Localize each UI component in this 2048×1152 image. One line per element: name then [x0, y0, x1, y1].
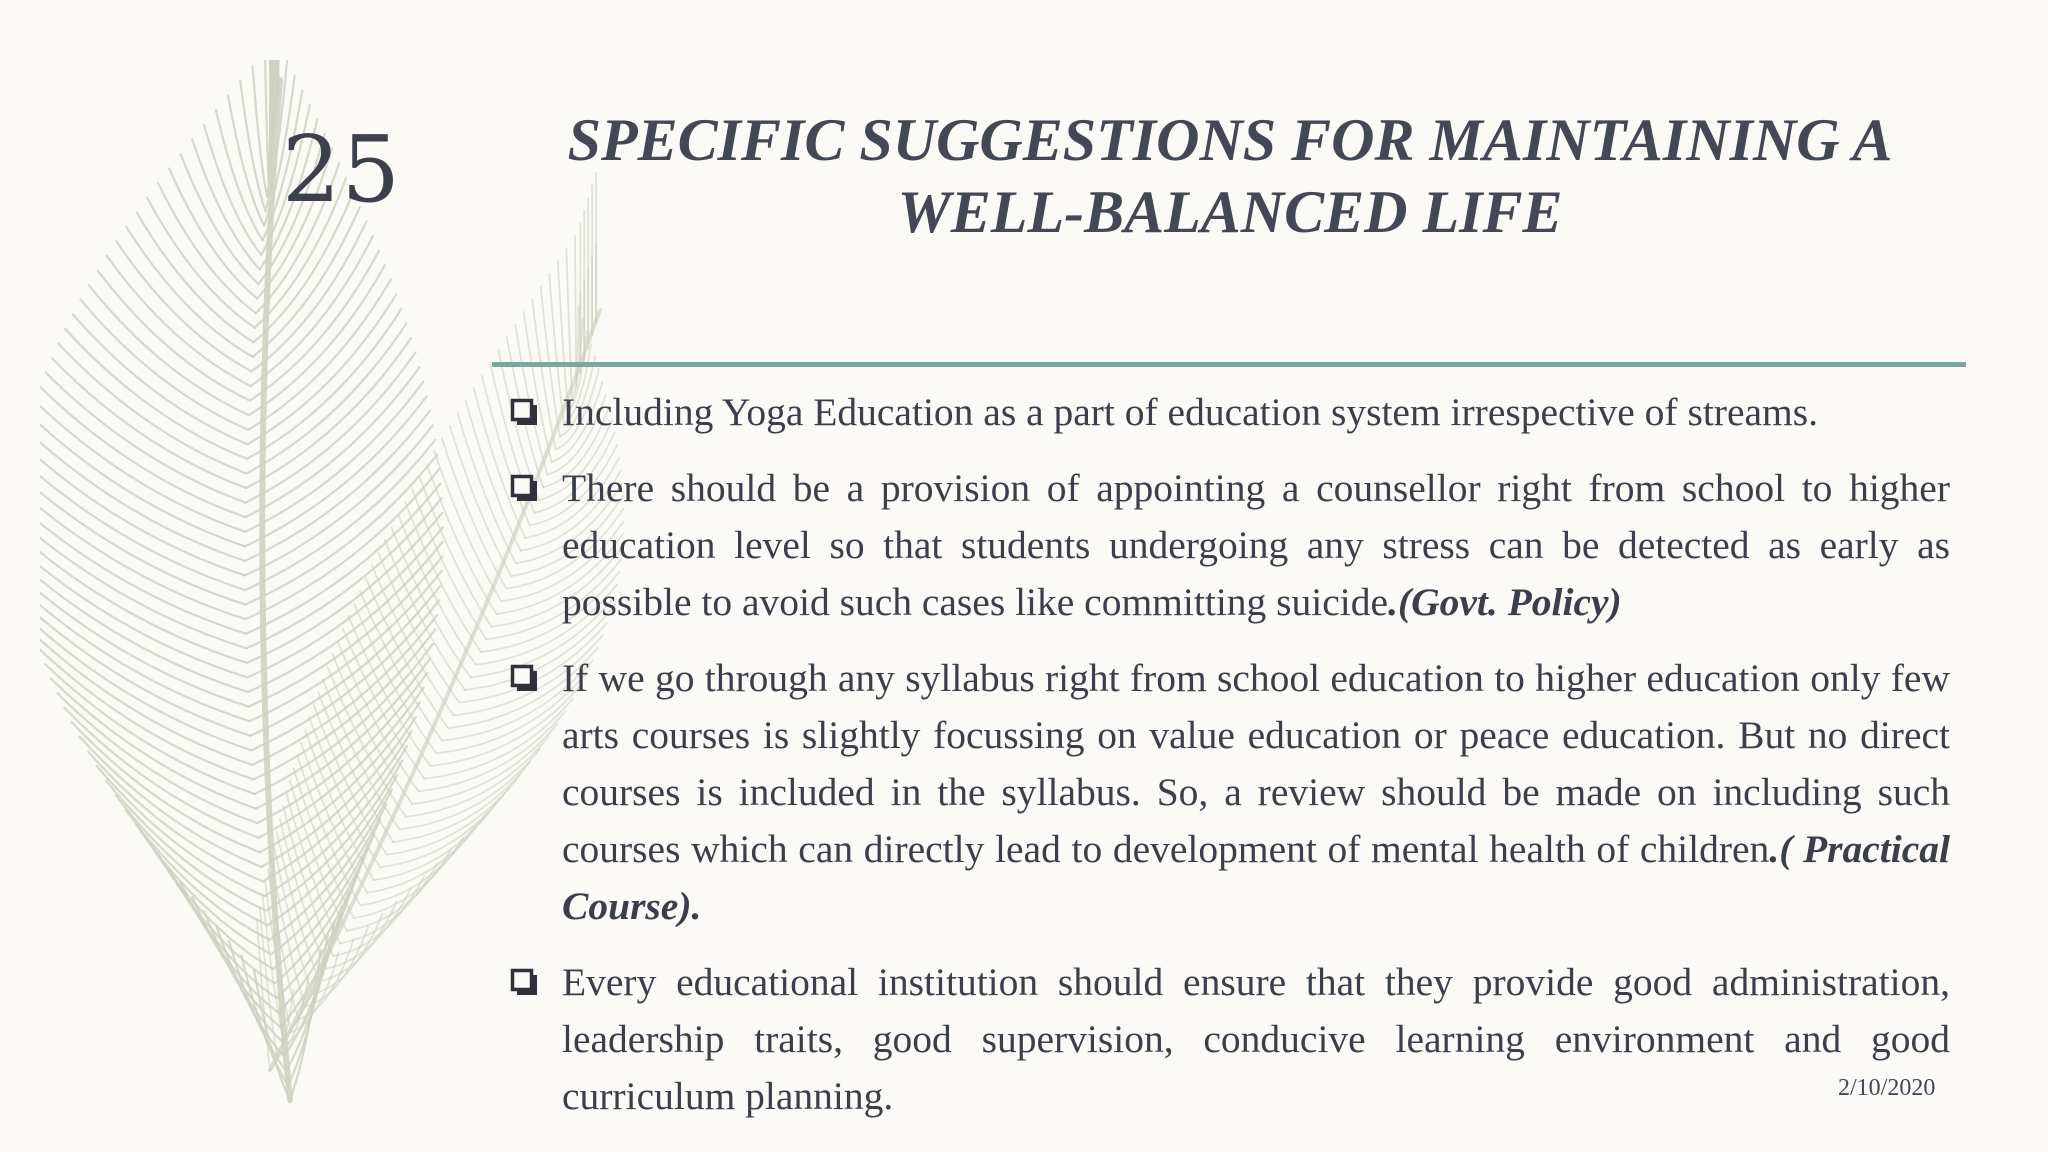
- bullet-emphasis: .(Govt. Policy): [1388, 580, 1622, 624]
- title-line-2: WELL-BALANCED LIFE: [897, 179, 1563, 245]
- checkbox-square-icon: [510, 474, 538, 502]
- bullet-emphasis: .( Practical Course).: [562, 827, 1950, 928]
- bullet-text: Including Yoga Education as a part of education system irrespective of streams.: [562, 390, 1818, 434]
- bullet-item-1: [510, 384, 1950, 441]
- bullet-text: Every educational institution should ensure that they provide good administration, leadership traits, good supervision, conducive learning environment and good curriculum planning.: [562, 960, 1950, 1118]
- slide-number: 25: [282, 116, 402, 223]
- checkbox-square-icon: [510, 398, 538, 426]
- checkbox-square-icon: [510, 968, 538, 996]
- bullet-text: If we go through any syllabus right from school education to higher education only few arts courses is slightly focussing on value education or peace education. But no direct courses is included in the syllabus. So, a review should be made on including such courses which can directly lead to development of mental health of children: [562, 656, 1950, 871]
- bullet-item-2: [510, 460, 1950, 631]
- checkbox-square-icon: [510, 664, 538, 692]
- bullet-text: There should be a provision of appointing a counsellor right from school to higher education level so that students undergoing any stress can be detected as early as possible to avoid such cases like committing suicide: [562, 466, 1950, 624]
- bullet-list: [510, 384, 1950, 1144]
- bullet-item-4: [510, 954, 1950, 1125]
- title-divider: [492, 362, 1966, 367]
- slide-date: 2/10/2020: [1838, 1075, 1936, 1101]
- bullet-item-3: [510, 650, 1950, 935]
- slide-title: [520, 104, 1940, 248]
- title-line-1: SPECIFIC SUGGESTIONS FOR MAINTAINING A: [567, 107, 1893, 173]
